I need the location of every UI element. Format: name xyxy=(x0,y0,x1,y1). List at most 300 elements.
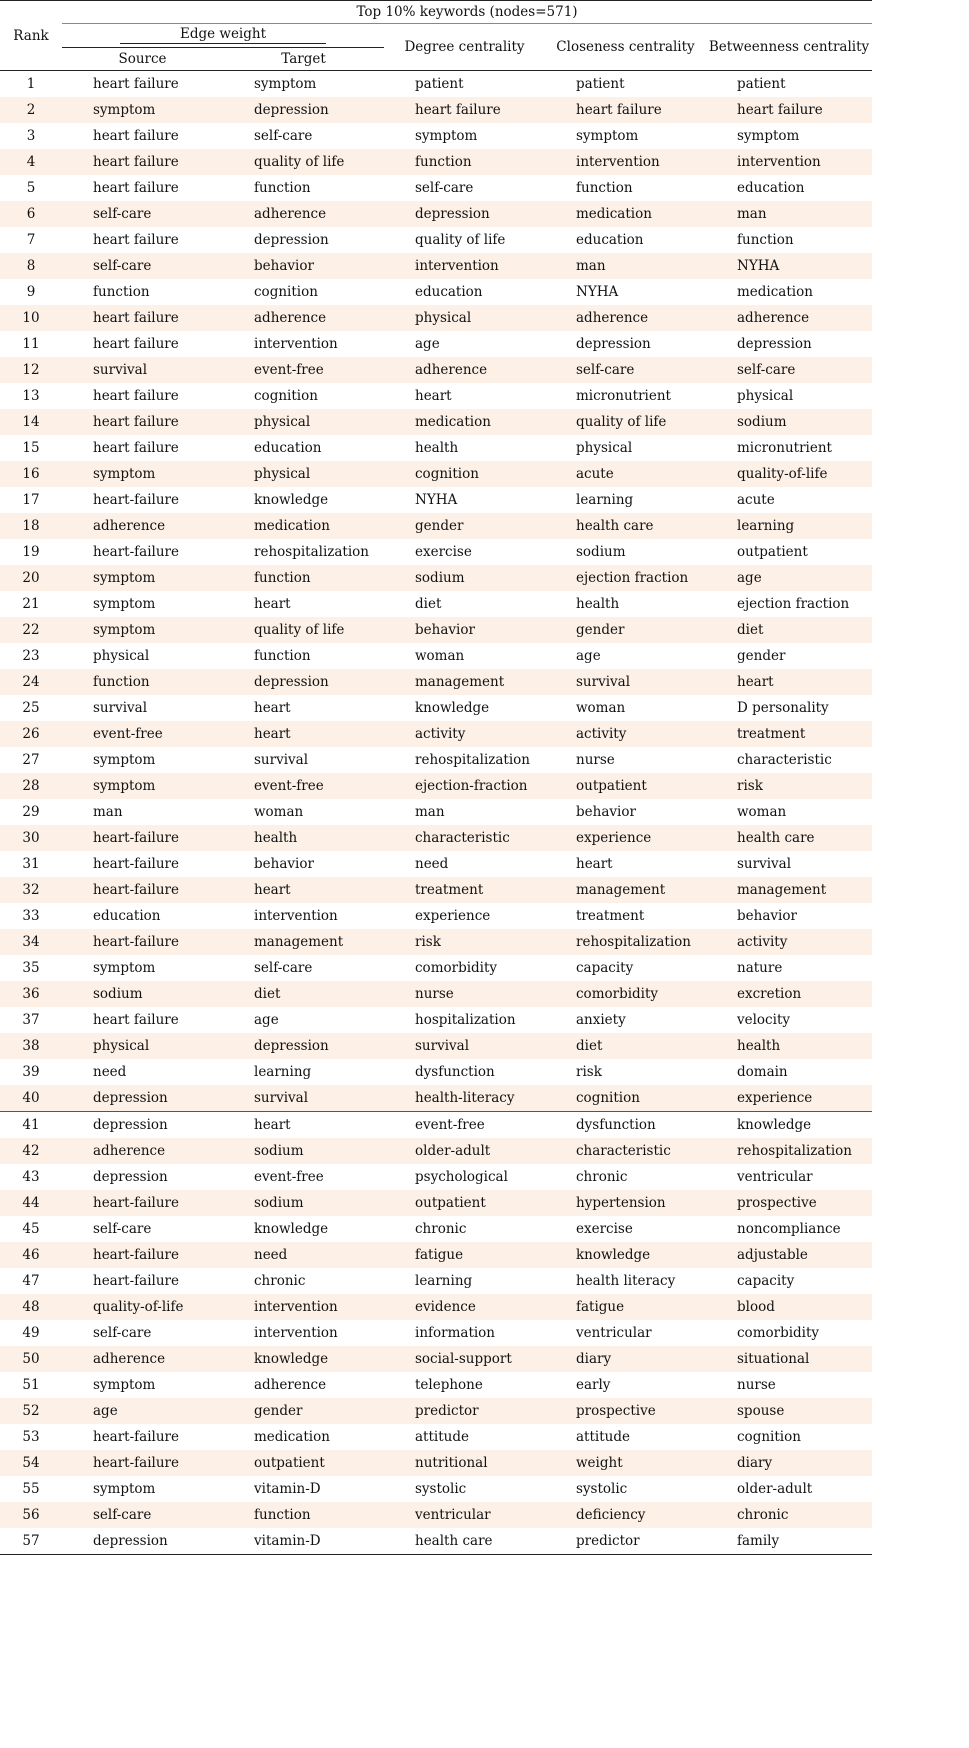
target-cell: behavior xyxy=(223,253,384,279)
degree-cell: gender xyxy=(384,513,545,539)
degree-cell: education xyxy=(384,279,545,305)
closeness-cell: depression xyxy=(545,331,706,357)
betweenness-cell: experience xyxy=(706,1085,872,1112)
closeness-cell: diary xyxy=(545,1346,706,1372)
closeness-cell: management xyxy=(545,877,706,903)
degree-cell: woman xyxy=(384,643,545,669)
closeness-cell: activity xyxy=(545,721,706,747)
betweenness-cell: activity xyxy=(706,929,872,955)
betweenness-cell: domain xyxy=(706,1059,872,1085)
target-cell: gender xyxy=(223,1398,384,1424)
closeness-cell: chronic xyxy=(545,1164,706,1190)
rank-cell: 27 xyxy=(0,747,62,773)
source-cell: depression xyxy=(62,1164,223,1190)
target-cell: function xyxy=(223,1502,384,1528)
source-cell: heart failure xyxy=(62,71,223,98)
table-row xyxy=(0,695,872,721)
degree-cell: age xyxy=(384,331,545,357)
closeness-cell: diet xyxy=(545,1033,706,1059)
closeness-cell: physical xyxy=(545,435,706,461)
degree-cell: nurse xyxy=(384,981,545,1007)
source-cell: symptom xyxy=(62,955,223,981)
source-cell: heart failure xyxy=(62,435,223,461)
table-row xyxy=(0,1059,872,1085)
table-row xyxy=(0,981,872,1007)
target-cell: knowledge xyxy=(223,487,384,513)
betweenness-cell: situational xyxy=(706,1346,872,1372)
target-cell: survival xyxy=(223,747,384,773)
source-cell: self-care xyxy=(62,253,223,279)
closeness-cell: capacity xyxy=(545,955,706,981)
closeness-cell: health care xyxy=(545,513,706,539)
table-row xyxy=(0,1216,872,1242)
betweenness-cell: velocity xyxy=(706,1007,872,1033)
degree-cell: health xyxy=(384,435,545,461)
table-row xyxy=(0,1112,872,1139)
rank-cell: 5 xyxy=(0,175,62,201)
rank-cell: 45 xyxy=(0,1216,62,1242)
closeness-cell: quality of life xyxy=(545,409,706,435)
closeness-cell: ventricular xyxy=(545,1320,706,1346)
closeness-cell: intervention xyxy=(545,149,706,175)
betweenness-cell: rehospitalization xyxy=(706,1138,872,1164)
degree-cell: evidence xyxy=(384,1294,545,1320)
closeness-cell: treatment xyxy=(545,903,706,929)
source-cell: man xyxy=(62,799,223,825)
table-row xyxy=(0,201,872,227)
source-cell: heart-failure xyxy=(62,1242,223,1268)
rank-cell: 11 xyxy=(0,331,62,357)
betweenness-cell: acute xyxy=(706,487,872,513)
closeness-cell: knowledge xyxy=(545,1242,706,1268)
betweenness-cell: nature xyxy=(706,955,872,981)
closeness-cell: deficiency xyxy=(545,1502,706,1528)
closeness-cell: systolic xyxy=(545,1476,706,1502)
source-cell: heart failure xyxy=(62,227,223,253)
source-cell: heart failure xyxy=(62,383,223,409)
degree-cell: adherence xyxy=(384,357,545,383)
edge-weight-header xyxy=(62,24,384,48)
degree-cell: information xyxy=(384,1320,545,1346)
target-cell: learning xyxy=(223,1059,384,1085)
degree-cell: heart failure xyxy=(384,97,545,123)
source-header: Source xyxy=(62,47,223,71)
closeness-cell: cognition xyxy=(545,1085,706,1112)
degree-cell: heart xyxy=(384,383,545,409)
closeness-cell: ejection fraction xyxy=(545,565,706,591)
betweenness-cell: behavior xyxy=(706,903,872,929)
degree-cell: treatment xyxy=(384,877,545,903)
source-cell: depression xyxy=(62,1528,223,1555)
degree-centrality-header: Degree centrality xyxy=(384,24,545,71)
closeness-cell: risk xyxy=(545,1059,706,1085)
degree-cell: attitude xyxy=(384,1424,545,1450)
closeness-cell: survival xyxy=(545,669,706,695)
closeness-cell: micronutrient xyxy=(545,383,706,409)
betweenness-cell: capacity xyxy=(706,1268,872,1294)
closeness-cell: characteristic xyxy=(545,1138,706,1164)
rank-cell: 16 xyxy=(0,461,62,487)
degree-cell: learning xyxy=(384,1268,545,1294)
betweenness-cell: function xyxy=(706,227,872,253)
table-row xyxy=(0,149,872,175)
closeness-cell: outpatient xyxy=(545,773,706,799)
betweenness-cell: family xyxy=(706,1528,872,1555)
betweenness-cell: prospective xyxy=(706,1190,872,1216)
rank-cell: 24 xyxy=(0,669,62,695)
target-cell: need xyxy=(223,1242,384,1268)
table-row xyxy=(0,305,872,331)
closeness-cell: heart xyxy=(545,851,706,877)
degree-cell: systolic xyxy=(384,1476,545,1502)
rank-cell: 13 xyxy=(0,383,62,409)
closeness-cell: exercise xyxy=(545,1216,706,1242)
target-cell: quality of life xyxy=(223,149,384,175)
rank-cell: 6 xyxy=(0,201,62,227)
table-row xyxy=(0,1268,872,1294)
closeness-centrality-header: Closeness centrality xyxy=(545,24,706,71)
table-row xyxy=(0,1502,872,1528)
source-cell: heart failure xyxy=(62,175,223,201)
table-row xyxy=(0,747,872,773)
closeness-cell: sodium xyxy=(545,539,706,565)
source-cell: self-care xyxy=(62,1502,223,1528)
closeness-cell: adherence xyxy=(545,305,706,331)
target-cell: vitamin-D xyxy=(223,1528,384,1555)
table-row xyxy=(0,279,872,305)
table-row xyxy=(0,1450,872,1476)
target-cell: depression xyxy=(223,227,384,253)
table-row xyxy=(0,357,872,383)
target-cell: outpatient xyxy=(223,1450,384,1476)
edge-weight-label: Edge weight xyxy=(120,26,326,44)
table-row xyxy=(0,1190,872,1216)
rank-cell: 2 xyxy=(0,97,62,123)
degree-cell: intervention xyxy=(384,253,545,279)
rank-cell: 49 xyxy=(0,1320,62,1346)
degree-cell: outpatient xyxy=(384,1190,545,1216)
table-row xyxy=(0,1085,872,1112)
source-cell: survival xyxy=(62,695,223,721)
betweenness-cell: NYHA xyxy=(706,253,872,279)
table-row xyxy=(0,955,872,981)
betweenness-cell: age xyxy=(706,565,872,591)
rank-cell: 32 xyxy=(0,877,62,903)
betweenness-cell: ejection fraction xyxy=(706,591,872,617)
betweenness-cell: gender xyxy=(706,643,872,669)
closeness-cell: patient xyxy=(545,71,706,98)
target-cell: intervention xyxy=(223,1294,384,1320)
degree-cell: fatigue xyxy=(384,1242,545,1268)
table-row xyxy=(0,591,872,617)
degree-cell: medication xyxy=(384,409,545,435)
target-cell: survival xyxy=(223,1085,384,1112)
source-cell: depression xyxy=(62,1085,223,1112)
table-row xyxy=(0,643,872,669)
table-row xyxy=(0,903,872,929)
degree-cell: ventricular xyxy=(384,1502,545,1528)
rank-cell: 17 xyxy=(0,487,62,513)
target-cell: adherence xyxy=(223,305,384,331)
betweenness-cell: management xyxy=(706,877,872,903)
table-row xyxy=(0,773,872,799)
table-row xyxy=(0,1033,872,1059)
table-row xyxy=(0,383,872,409)
degree-cell: predictor xyxy=(384,1398,545,1424)
degree-cell: nutritional xyxy=(384,1450,545,1476)
rank-header: Rank xyxy=(0,1,62,71)
closeness-cell: gender xyxy=(545,617,706,643)
rank-cell: 50 xyxy=(0,1346,62,1372)
degree-cell: risk xyxy=(384,929,545,955)
degree-cell: quality of life xyxy=(384,227,545,253)
degree-cell: rehospitalization xyxy=(384,747,545,773)
rank-cell: 8 xyxy=(0,253,62,279)
betweenness-cell: diet xyxy=(706,617,872,643)
rank-cell: 28 xyxy=(0,773,62,799)
degree-cell: NYHA xyxy=(384,487,545,513)
degree-cell: dysfunction xyxy=(384,1059,545,1085)
rank-cell: 52 xyxy=(0,1398,62,1424)
rank-cell: 1 xyxy=(0,71,62,98)
closeness-cell: NYHA xyxy=(545,279,706,305)
table-row xyxy=(0,461,872,487)
table-row xyxy=(0,825,872,851)
table-row xyxy=(0,669,872,695)
target-cell: cognition xyxy=(223,279,384,305)
degree-cell: older-adult xyxy=(384,1138,545,1164)
closeness-cell: fatigue xyxy=(545,1294,706,1320)
target-cell: heart xyxy=(223,877,384,903)
rank-cell: 22 xyxy=(0,617,62,643)
betweenness-centrality-header: Betweenness centrality xyxy=(706,24,872,71)
target-cell: management xyxy=(223,929,384,955)
degree-cell: behavior xyxy=(384,617,545,643)
source-cell: heart-failure xyxy=(62,539,223,565)
rank-cell: 30 xyxy=(0,825,62,851)
source-cell: depression xyxy=(62,1112,223,1139)
target-cell: diet xyxy=(223,981,384,1007)
degree-cell: patient xyxy=(384,71,545,98)
table-row xyxy=(0,1346,872,1372)
rank-cell: 53 xyxy=(0,1424,62,1450)
betweenness-cell: health xyxy=(706,1033,872,1059)
target-header: Target xyxy=(223,47,384,71)
target-cell: medication xyxy=(223,513,384,539)
source-cell: heart-failure xyxy=(62,825,223,851)
closeness-cell: behavior xyxy=(545,799,706,825)
target-cell: health xyxy=(223,825,384,851)
table-row xyxy=(0,435,872,461)
betweenness-cell: woman xyxy=(706,799,872,825)
degree-cell: ejection-fraction xyxy=(384,773,545,799)
target-cell: function xyxy=(223,643,384,669)
target-cell: intervention xyxy=(223,331,384,357)
closeness-cell: nurse xyxy=(545,747,706,773)
closeness-cell: attitude xyxy=(545,1424,706,1450)
source-cell: physical xyxy=(62,1033,223,1059)
source-cell: adherence xyxy=(62,1138,223,1164)
betweenness-cell: treatment xyxy=(706,721,872,747)
degree-cell: psychological xyxy=(384,1164,545,1190)
rank-cell: 14 xyxy=(0,409,62,435)
degree-cell: comorbidity xyxy=(384,955,545,981)
degree-cell: activity xyxy=(384,721,545,747)
source-cell: survival xyxy=(62,357,223,383)
source-cell: heart failure xyxy=(62,1007,223,1033)
closeness-cell: medication xyxy=(545,201,706,227)
degree-cell: health care xyxy=(384,1528,545,1555)
target-cell: sodium xyxy=(223,1190,384,1216)
closeness-cell: learning xyxy=(545,487,706,513)
target-cell: event-free xyxy=(223,357,384,383)
betweenness-cell: physical xyxy=(706,383,872,409)
rank-cell: 34 xyxy=(0,929,62,955)
source-cell: heart-failure xyxy=(62,877,223,903)
table-row xyxy=(0,617,872,643)
target-cell: rehospitalization xyxy=(223,539,384,565)
rank-cell: 33 xyxy=(0,903,62,929)
rank-cell: 38 xyxy=(0,1033,62,1059)
betweenness-cell: chronic xyxy=(706,1502,872,1528)
degree-cell: management xyxy=(384,669,545,695)
source-cell: heart failure xyxy=(62,149,223,175)
betweenness-cell: heart xyxy=(706,669,872,695)
source-cell: function xyxy=(62,669,223,695)
table-row xyxy=(0,175,872,201)
table-row xyxy=(0,1476,872,1502)
target-cell: function xyxy=(223,565,384,591)
degree-cell: hospitalization xyxy=(384,1007,545,1033)
source-cell: heart-failure xyxy=(62,1268,223,1294)
source-cell: quality-of-life xyxy=(62,1294,223,1320)
rank-cell: 44 xyxy=(0,1190,62,1216)
source-cell: heart failure xyxy=(62,409,223,435)
betweenness-cell: patient xyxy=(706,71,872,98)
table-row xyxy=(0,1138,872,1164)
source-cell: symptom xyxy=(62,1372,223,1398)
table-row xyxy=(0,123,872,149)
target-cell: medication xyxy=(223,1424,384,1450)
degree-cell: diet xyxy=(384,591,545,617)
source-cell: sodium xyxy=(62,981,223,1007)
degree-cell: telephone xyxy=(384,1372,545,1398)
table-row xyxy=(0,565,872,591)
target-cell: intervention xyxy=(223,903,384,929)
rank-cell: 18 xyxy=(0,513,62,539)
source-cell: self-care xyxy=(62,1320,223,1346)
betweenness-cell: comorbidity xyxy=(706,1320,872,1346)
table-row xyxy=(0,1372,872,1398)
betweenness-cell: man xyxy=(706,201,872,227)
degree-cell: social-support xyxy=(384,1346,545,1372)
rank-cell: 55 xyxy=(0,1476,62,1502)
rank-cell: 7 xyxy=(0,227,62,253)
rank-cell: 54 xyxy=(0,1450,62,1476)
betweenness-cell: ventricular xyxy=(706,1164,872,1190)
betweenness-cell: knowledge xyxy=(706,1112,872,1139)
target-cell: adherence xyxy=(223,1372,384,1398)
table-row xyxy=(0,877,872,903)
table-body xyxy=(0,71,872,1555)
degree-cell: event-free xyxy=(384,1112,545,1139)
rank-cell: 23 xyxy=(0,643,62,669)
table-row xyxy=(0,97,872,123)
rank-cell: 9 xyxy=(0,279,62,305)
table-row xyxy=(0,721,872,747)
betweenness-cell: spouse xyxy=(706,1398,872,1424)
degree-cell: characteristic xyxy=(384,825,545,851)
rank-cell: 29 xyxy=(0,799,62,825)
betweenness-cell: excretion xyxy=(706,981,872,1007)
betweenness-cell: health care xyxy=(706,825,872,851)
source-cell: function xyxy=(62,279,223,305)
betweenness-cell: risk xyxy=(706,773,872,799)
degree-cell: knowledge xyxy=(384,695,545,721)
betweenness-cell: survival xyxy=(706,851,872,877)
source-cell: symptom xyxy=(62,461,223,487)
rank-cell: 26 xyxy=(0,721,62,747)
target-cell: adherence xyxy=(223,201,384,227)
table-row xyxy=(0,929,872,955)
source-cell: heart-failure xyxy=(62,1424,223,1450)
source-cell: age xyxy=(62,1398,223,1424)
closeness-cell: health xyxy=(545,591,706,617)
degree-cell: health-literacy xyxy=(384,1085,545,1112)
degree-cell: depression xyxy=(384,201,545,227)
table-row xyxy=(0,253,872,279)
source-cell: heart-failure xyxy=(62,1190,223,1216)
rank-cell: 35 xyxy=(0,955,62,981)
target-cell: physical xyxy=(223,461,384,487)
betweenness-cell: noncompliance xyxy=(706,1216,872,1242)
degree-cell: need xyxy=(384,851,545,877)
table-row xyxy=(0,1007,872,1033)
source-cell: symptom xyxy=(62,747,223,773)
rank-cell: 37 xyxy=(0,1007,62,1033)
degree-cell: self-care xyxy=(384,175,545,201)
source-cell: symptom xyxy=(62,773,223,799)
degree-cell: symptom xyxy=(384,123,545,149)
target-cell: vitamin-D xyxy=(223,1476,384,1502)
source-cell: self-care xyxy=(62,1216,223,1242)
target-cell: chronic xyxy=(223,1268,384,1294)
rank-cell: 19 xyxy=(0,539,62,565)
betweenness-cell: intervention xyxy=(706,149,872,175)
source-cell: heart-failure xyxy=(62,487,223,513)
closeness-cell: self-care xyxy=(545,357,706,383)
betweenness-cell: characteristic xyxy=(706,747,872,773)
closeness-cell: woman xyxy=(545,695,706,721)
closeness-cell: prospective xyxy=(545,1398,706,1424)
table-row xyxy=(0,1424,872,1450)
target-cell: depression xyxy=(223,97,384,123)
degree-cell: exercise xyxy=(384,539,545,565)
table-row xyxy=(0,1528,872,1555)
target-cell: heart xyxy=(223,721,384,747)
rank-cell: 21 xyxy=(0,591,62,617)
degree-cell: sodium xyxy=(384,565,545,591)
closeness-cell: education xyxy=(545,227,706,253)
source-cell: heart failure xyxy=(62,331,223,357)
rank-cell: 41 xyxy=(0,1112,62,1139)
source-cell: need xyxy=(62,1059,223,1085)
closeness-cell: acute xyxy=(545,461,706,487)
rank-cell: 42 xyxy=(0,1138,62,1164)
rank-cell: 57 xyxy=(0,1528,62,1555)
rank-cell: 51 xyxy=(0,1372,62,1398)
rank-cell: 48 xyxy=(0,1294,62,1320)
